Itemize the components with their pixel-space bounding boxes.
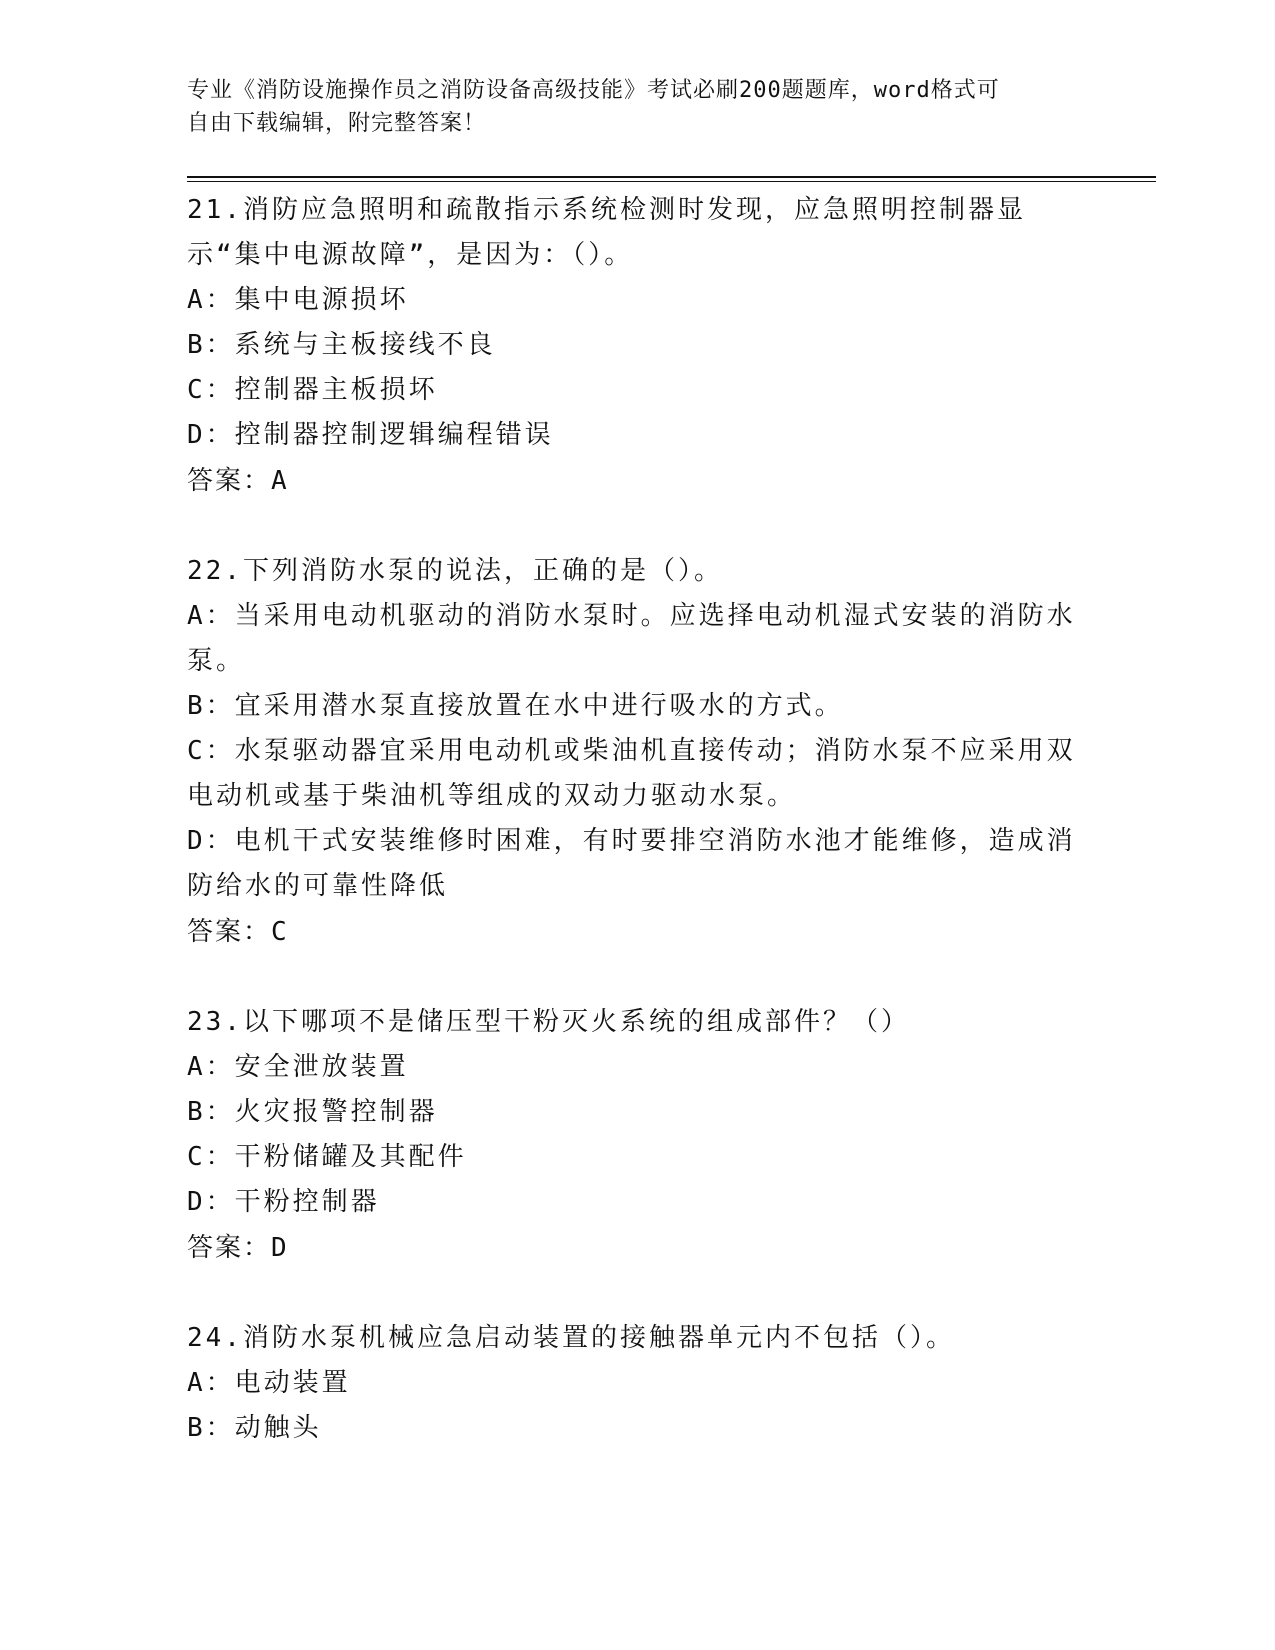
option-a: A：电动装置 [187, 1368, 351, 1398]
option-b: B：宜采用潜水泵直接放置在水中进行吸水的方式。 [187, 691, 844, 721]
document-header [187, 74, 1067, 140]
option-d: D：干粉控制器 [187, 1187, 380, 1217]
option-a: A：当采用电动机驱动的消防水泵时。应选择电动机湿式安装的消防水泵。 [187, 601, 1076, 676]
option-a: A：安全泄放装置 [187, 1052, 409, 1082]
option-d: D：电机干式安装维修时困难，有时要排空消防水池才能维修，造成消防给水的可靠性降低 [187, 826, 1076, 901]
answer: 答案：A [187, 466, 289, 496]
header-line-2: 自由下载编辑，附完整答案！ [187, 111, 487, 136]
option-b: B：系统与主板接线不良 [187, 330, 496, 360]
option-b: B：动触头 [187, 1413, 322, 1443]
option-c: C：控制器主板损坏 [187, 375, 438, 405]
question-stem: 22.下列消防水泵的说法，正确的是（）。 [187, 556, 723, 586]
option-d: D：控制器控制逻辑编程错误 [187, 420, 554, 450]
question-21 [187, 188, 1087, 504]
question-24 [187, 1316, 1087, 1451]
header-line-1: 专业《消防设施操作员之消防设备高级技能》考试必刷200题题库，word格式可 [187, 78, 1000, 103]
question-stem: 21.消防应急照明和疏散指示系统检测时发现，应急照明控制器显示“集中电源故障”，是因为：（）。 [187, 195, 1026, 270]
answer: 答案：C [187, 917, 289, 947]
option-c: C：干粉储罐及其配件 [187, 1142, 467, 1172]
question-stem: 23.以下哪项不是储压型干粉灭火系统的组成部件？（） [187, 1007, 910, 1037]
question-22 [187, 549, 1087, 955]
option-c: C：水泵驱动器宜采用电动机或柴油机直接传动；消防水泵不应采用双电动机或基于柴油机等组成的双动力驱动水泵。 [187, 736, 1076, 811]
header-divider [187, 176, 1156, 182]
question-stem: 24.消防水泵机械应急启动装置的接触器单元内不包括（）。 [187, 1323, 955, 1353]
option-b: B：火灾报警控制器 [187, 1097, 438, 1127]
question-23 [187, 1000, 1087, 1271]
question-list [187, 188, 1087, 1451]
option-a: A：集中电源损坏 [187, 285, 409, 315]
answer: 答案：D [187, 1233, 289, 1263]
